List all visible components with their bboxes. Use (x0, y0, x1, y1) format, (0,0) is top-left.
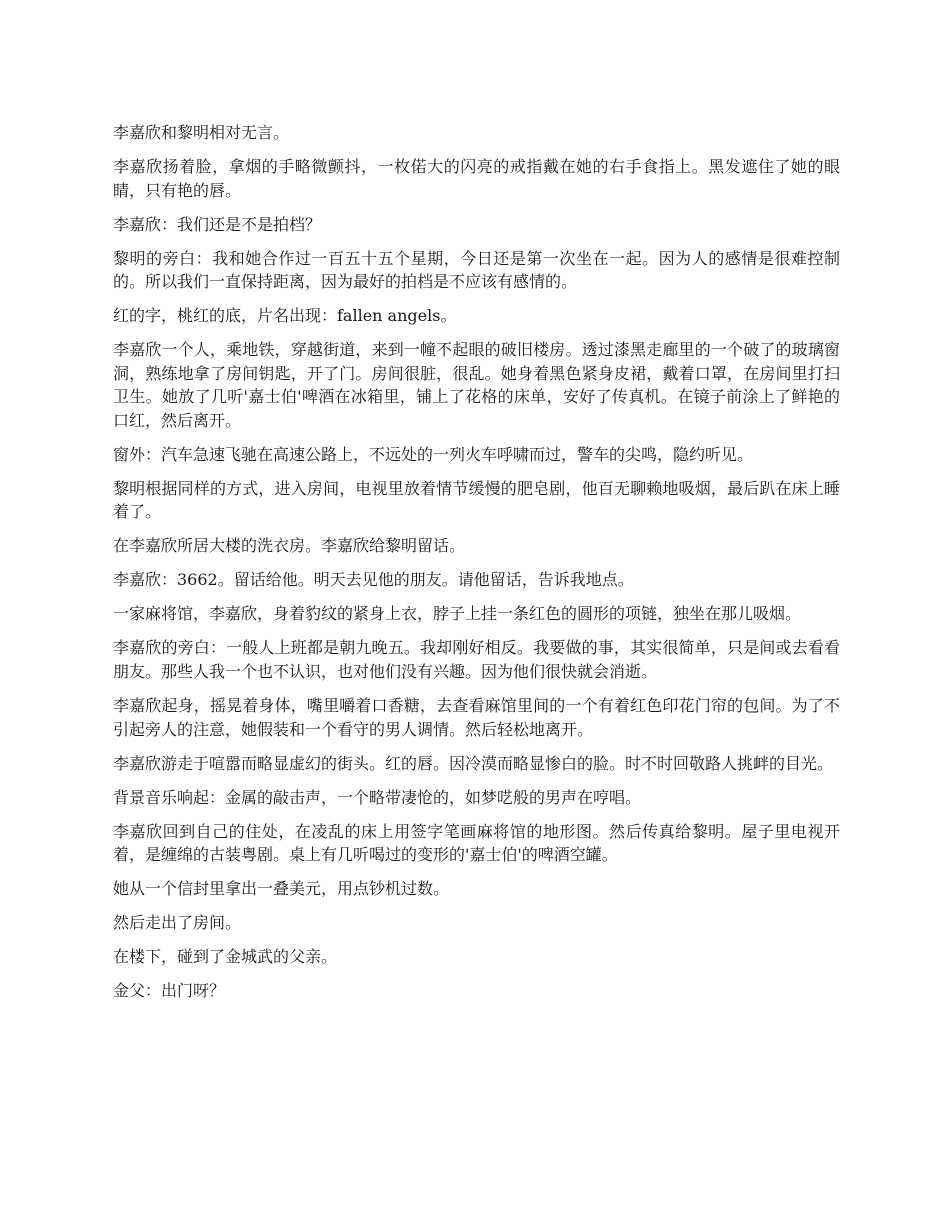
paragraph-12: 李嘉欣的旁白：一般人上班都是朝九晚五。我却刚好相反。我要做的事，其实很简单，只是间或去看看朋友。那些人我一个也不认识，也对他们没有兴趣。因为他们很快就会消逝。 (113, 638, 840, 681)
paragraph-6: 李嘉欣一个人，乘地铁，穿越街道，来到一幢不起眼的破旧楼房。透过漆黑走廊里的一个破了的玻璃窗洞，熟练地拿了房间钥匙，开了门。房间很脏，很乱。她身着黑色紧身皮裙，戴着口罩，在房间里打扫卫生。她放了几听'嘉士伯'啤酒在冰箱里，铺上了花格的床单，安好了传真机。在镜子前涂上了鲜艳的口红，然后离开。 (113, 340, 840, 430)
paragraph-11: 一家麻将馆，李嘉欣，身着豹纹的紧身上衣，脖子上挂一条红色的圆形的项链，独坐在那儿吸烟。 (113, 604, 802, 624)
paragraph-2: 李嘉欣扬着脸，拿烟的手略微颤抖，一枚偌大的闪亮的戒指戴在她的右手食指上。黑发遮住了她的眼睛，只有艳的唇。 (113, 156, 840, 200)
paragraph-19: 在楼下，碰到了金城武的父亲。 (113, 947, 338, 967)
document-body (113, 121, 840, 1013)
paragraph-4: 黎明的旁白：我和她合作过一百五十五个星期，今日还是第一次坐在一起。因为人的感情是很难控制的。所以我们一直保持距离，因为最好的拍档是不应该有感情的。 (113, 248, 840, 292)
paragraph-14: 李嘉欣游走于喧嚣而略显虚幻的街头。红的唇。因冷漠而略显惨白的脸。时不时回敬路人挑衅的目光。 (113, 753, 834, 773)
paragraph-7: 窗外：汽车急速飞驰在高速公路上，不远处的一列火车呼啸而过，警车的尖鸣，隐约听见。 (113, 444, 754, 464)
paragraph-10: 李嘉欣：3662。留话给他。明天去见他的朋友。请他留话，告诉我地点。 (113, 570, 634, 590)
paragraph-20: 金父：出门呀？ (113, 981, 226, 1001)
paragraph-8: 黎明根据同样的方式，进入房间，电视里放着情节缓慢的肥皂剧，他百无聊赖地吸烟，最后趴在床上睡着了。 (113, 478, 840, 522)
paragraph-13: 李嘉欣起身，摇晃着身体，嘴里嚼着口香糖，去查看麻馆里间的一个有着红色印花门帘的包间。为了不引起旁人的注意，她假装和一个看守的男人调情。然后轻松地离开。 (113, 695, 840, 739)
paragraph-17: 她从一个信封里拿出一叠美元，用点钞机过数。 (113, 879, 450, 899)
paragraph-5: 红的字，桃红的底，片名出现：fallen angels。 (113, 306, 457, 326)
paragraph-15: 背景音乐响起：金属的敲击声，一个略带凄怆的，如梦呓般的男声在哼唱。 (113, 787, 642, 807)
paragraph-9: 在李嘉欣所居大楼的洗衣房。李嘉欣给黎明留话。 (113, 536, 466, 556)
paragraph-18: 然后走出了房间。 (113, 913, 242, 933)
paragraph-16: 李嘉欣回到自己的住处，在凌乱的床上用签字笔画麻将馆的地形图。然后传真给黎明。屋子里电视开着，是缠绵的古装粤剧。桌上有几听喝过的变形的'嘉士伯'的啤酒空罐。 (113, 821, 840, 865)
paragraph-3: 李嘉欣：我们还是不是拍档？ (113, 214, 322, 234)
paragraph-1: 李嘉欣和黎明相对无言。 (113, 123, 290, 142)
